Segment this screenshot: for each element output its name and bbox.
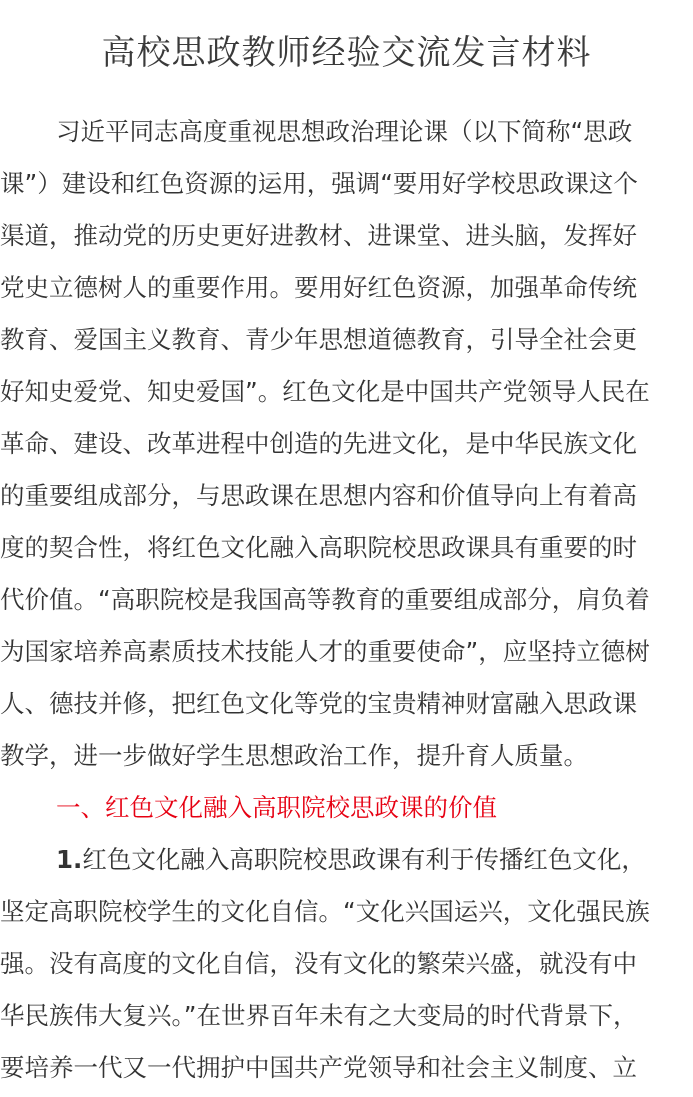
section-heading: 一、红色文化融入高职院校思政课的价值 [56,793,497,822]
paragraph-text: 红色文化融入高职院校思政课有利于传播红色文化， [82,845,646,874]
paragraph-line: 为国家培养高素质技术技能人才的重要使命”，应坚持立德树 [0,637,650,666]
point-number: 1. [56,845,83,874]
paragraph-line: 人、德技并修，把红色文化等党的宝贵精神财富融入思政课 [0,689,637,718]
paragraph-line [56,834,646,886]
paragraph-line: 度的契合性，将红色文化融入高职院校思政课具有重要的时 [0,533,637,562]
paragraph-line: 教学，进一步做好学生思想政治工作，提升育人质量。 [0,741,588,770]
paragraph-line: 党史立德树人的重要作用。要用好红色资源，加强革命传统 [0,273,637,302]
paragraph-line: 教育、爱国主义教育、青少年思想道德教育，引导全社会更 [0,325,637,354]
paragraph-line: 华民族伟大复兴。”在世界百年未有之大变局的时代背景下， [0,1001,638,1030]
paragraph-line: 坚定高职院校学生的文化自信。“文化兴国运兴，文化强民族 [0,897,650,926]
paragraph-line: 革命、建设、改革进程中创造的先进文化，是中华民族文化 [0,429,637,458]
paragraph-line: 代价值。“高职院校是我国高等教育的重要组成部分，肩负着 [0,585,650,614]
paragraph-line: 好知史爱党、知史爱国”。红色文化是中国共产党领导人民在 [0,377,650,406]
paragraph-line: 课”）建设和红色资源的运用，强调“要用好学校思政课这个 [0,169,638,198]
paragraph-line: 习近平同志高度重视思想政治理论课（以下简称“思政 [56,117,633,146]
document-title: 高校思政教师经验交流发言材料 [101,33,592,73]
paragraph-line: 要培养一代又一代拥护中国共产党领导和社会主义制度、立 [0,1053,637,1082]
paragraph-line: 渠道，推动党的历史更好进教材、进课堂、进头脑，发挥好 [0,221,637,250]
paragraph-line: 强。没有高度的文化自信，没有文化的繁荣兴盛，就没有中 [0,949,637,978]
paragraph-line: 的重要组成部分，与思政课在思想内容和价值导向上有着高 [0,481,637,510]
